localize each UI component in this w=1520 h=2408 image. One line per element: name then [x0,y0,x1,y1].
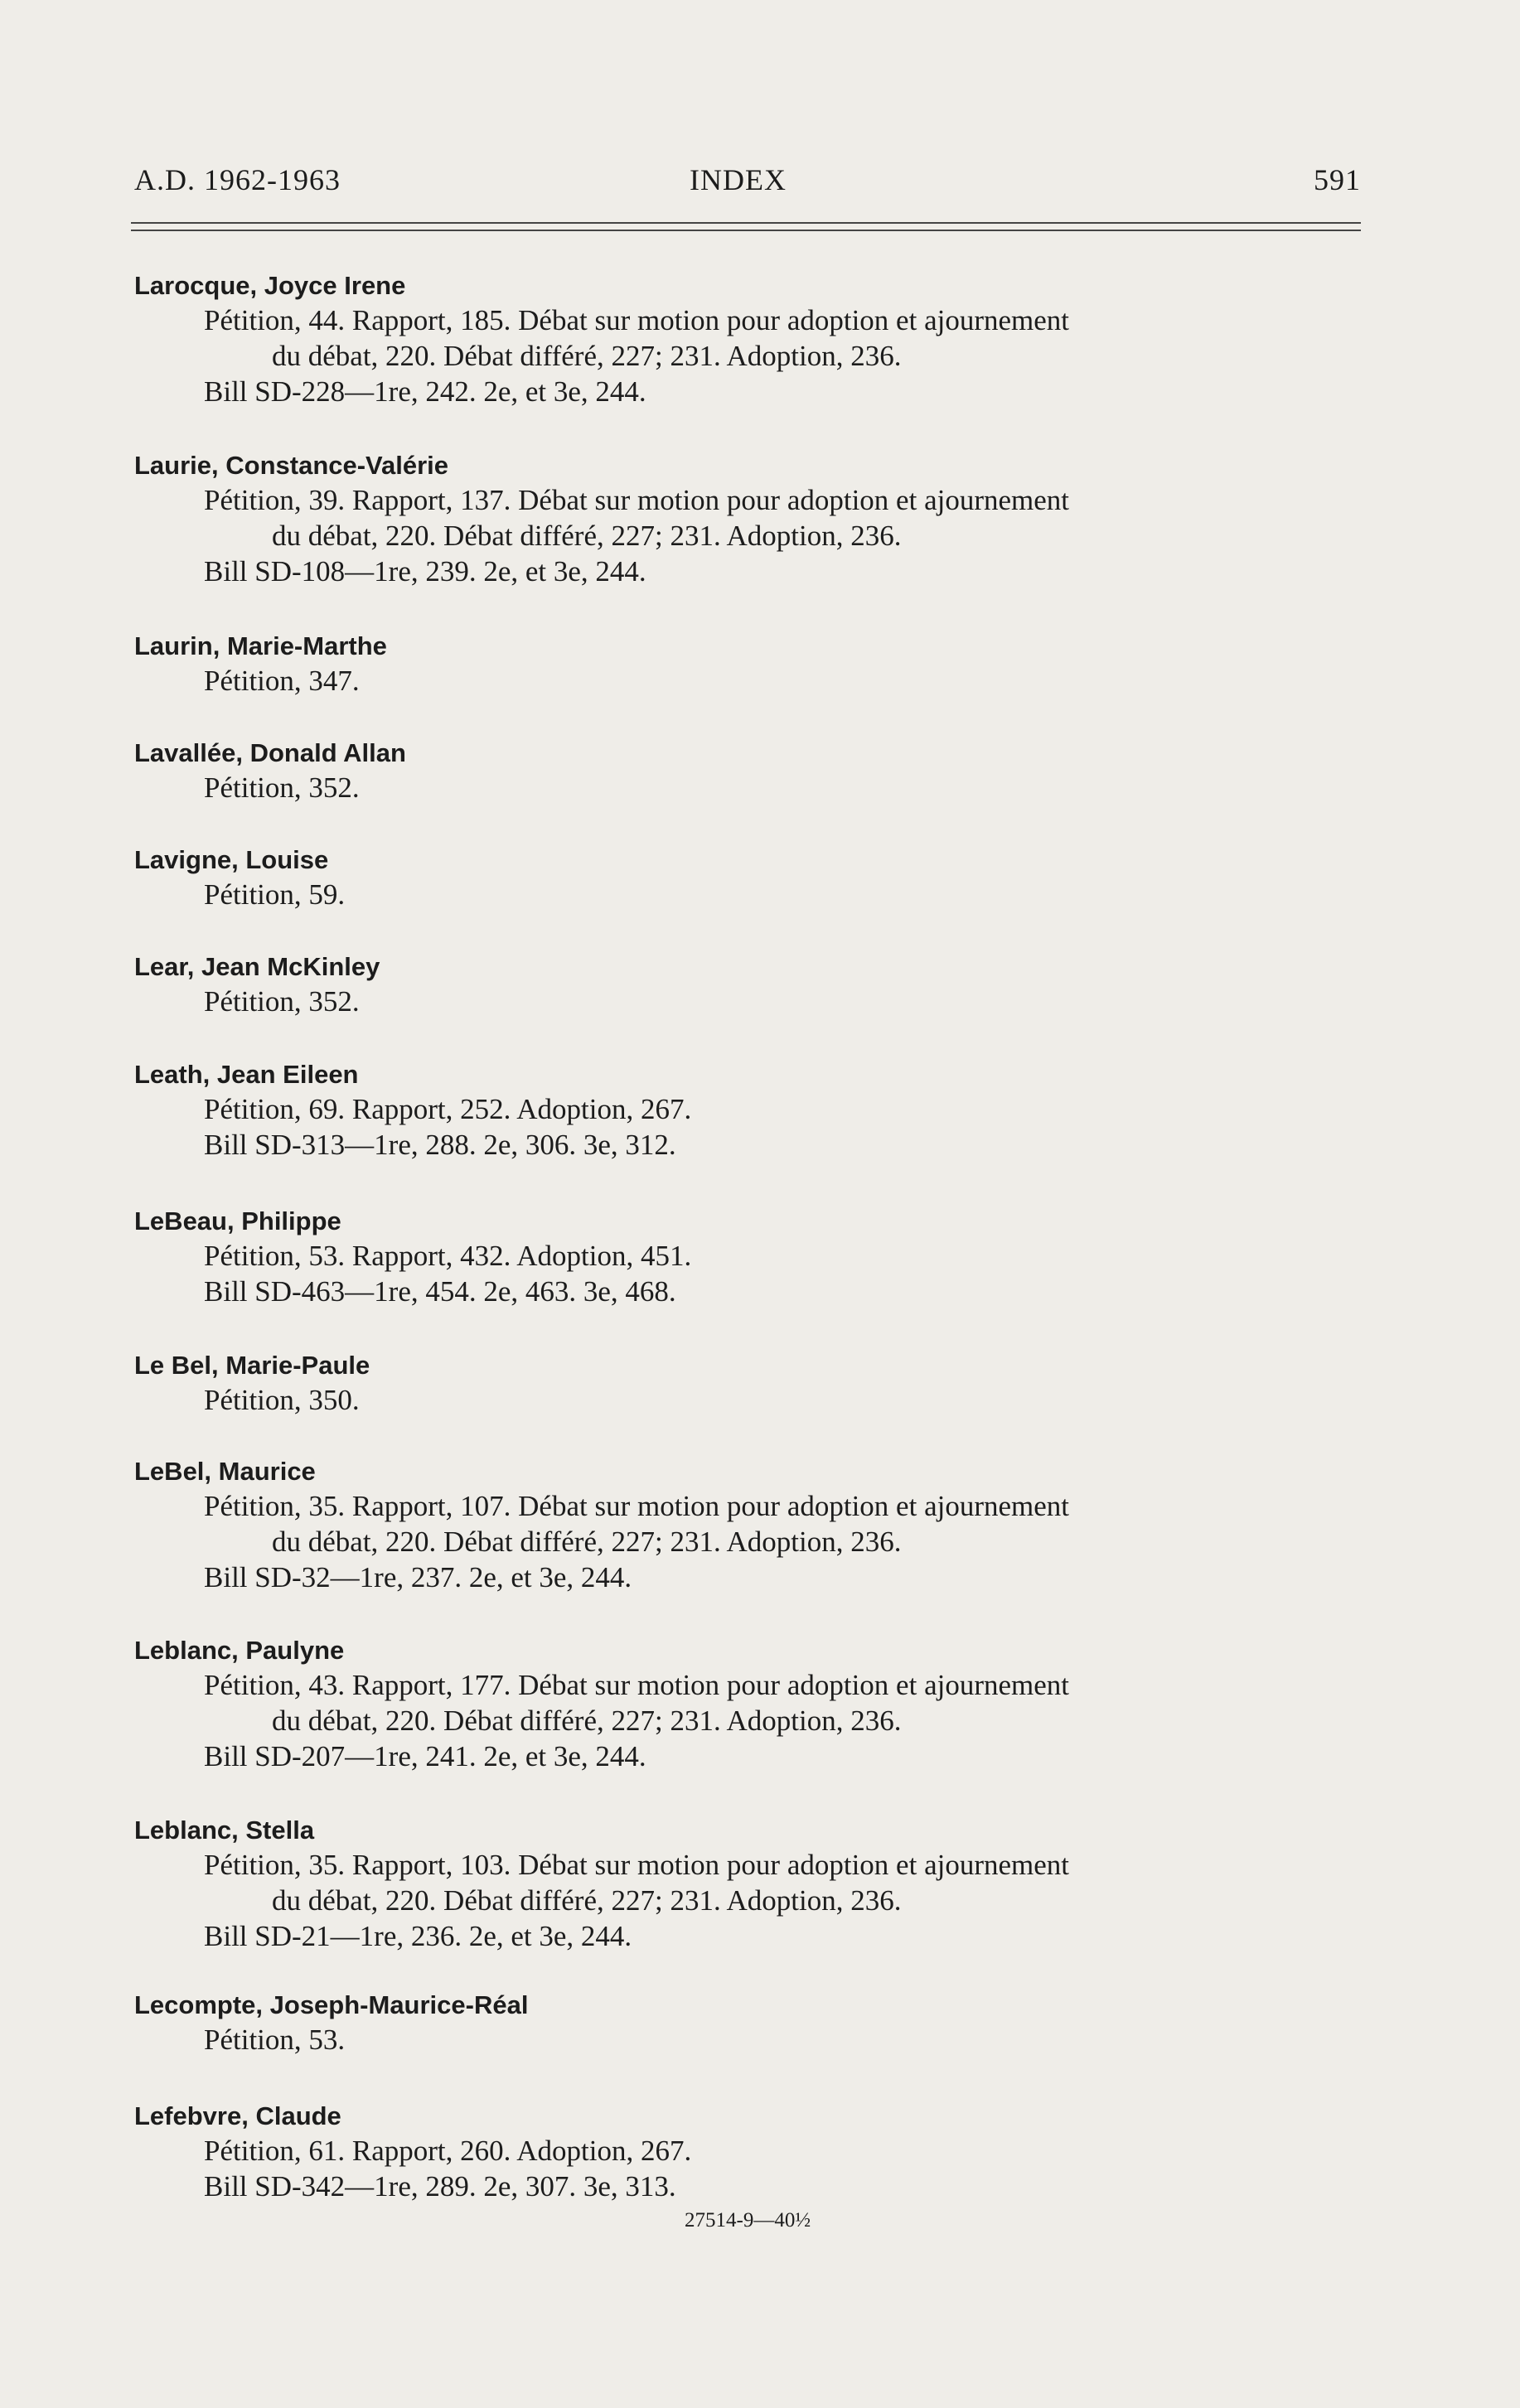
entry-line: Pétition, 350. [204,1384,360,1416]
entry-name: Larocque, Joyce Irene [134,271,406,300]
entry-line: Bill SD-32—1re, 237. 2e, et 3e, 244. [204,1561,632,1593]
entry-line: Pétition, 35. Rapport, 103. Débat sur motion pour adoption et ajournement [204,1849,1070,1881]
entry-line: Pétition, 53. [204,2024,346,2056]
entry-line: Pétition, 69. Rapport, 252. Adoption, 267. [204,1093,692,1125]
entry-line: Bill SD-342—1re, 289. 2e, 307. 3e, 313. [204,2170,676,2202]
entry-name: Leath, Jean Eileen [134,1060,359,1089]
entry-line: Bill SD-108—1re, 239. 2e, et 3e, 244. [204,555,646,587]
entry-line: Pétition, 35. Rapport, 107. Débat sur motion pour adoption et ajournement [204,1490,1070,1522]
entry-line: du débat, 220. Débat différé, 227; 231. Adoption, 236. [272,520,902,552]
header-rule-top [131,222,1361,224]
entry-name: Lavallée, Donald Allan [134,738,406,767]
index-entry [134,269,1377,409]
header-title: INDEX [690,163,787,196]
entry-line: du débat, 220. Débat différé, 227; 231. Adoption, 236. [272,1884,902,1917]
entry-name: LeBeau, Philippe [134,1206,341,1235]
entry-line: Bill SD-21—1re, 236. 2e, et 3e, 244. [204,1920,632,1952]
header-year-range: A.D. 1962-1963 [134,163,341,196]
entry-line: Pétition, 61. Rapport, 260. Adoption, 267. [204,2135,692,2167]
index-entry [134,844,1377,912]
index-entry [134,1989,1377,2057]
index-entry [134,1634,1377,1774]
entry-line: Bill SD-228—1re, 242. 2e, et 3e, 244. [204,375,646,408]
entry-line: Pétition, 347. [204,665,360,697]
entry-name: Lear, Jean McKinley [134,952,380,981]
entry-name: LeBel, Maurice [134,1457,316,1486]
entry-name: Leblanc, Paulyne [134,1636,345,1665]
index-entry [134,1814,1377,1954]
running-header [134,162,1361,204]
entry-name: Le Bel, Marie-Paule [134,1351,370,1380]
entry-line: Pétition, 39. Rapport, 137. Débat sur motion pour adoption et ajournement [204,484,1070,516]
entry-name: Lavigne, Louise [134,845,329,874]
entry-line: Pétition, 352. [204,985,360,1018]
page-number: 591 [1314,163,1361,196]
entry-line: du débat, 220. Débat différé, 227; 231. Adoption, 236. [272,1704,902,1737]
entry-name: Laurie, Constance-Valérie [134,451,449,480]
entry-name: Laurin, Marie-Marthe [134,631,387,660]
index-entry [134,630,1377,699]
entry-line: Bill SD-463—1re, 454. 2e, 463. 3e, 468. [204,1275,676,1308]
index-entry [134,950,1377,1019]
header-rule-bottom [131,230,1361,231]
index-entry [134,737,1377,805]
entry-line: du débat, 220. Débat différé, 227; 231. Adoption, 236. [272,340,902,372]
entry-name: Leblanc, Stella [134,1816,315,1845]
entry-line: Pétition, 43. Rapport, 177. Débat sur motion pour adoption et ajournement [204,1669,1070,1701]
entry-line: Bill SD-207—1re, 241. 2e, et 3e, 244. [204,1740,646,1772]
index-entry [134,1455,1377,1595]
entry-name: Lefebvre, Claude [134,2101,341,2130]
entry-line: Pétition, 53. Rapport, 432. Adoption, 451. [204,1240,692,1272]
index-entry [134,2100,1377,2204]
entry-line: Pétition, 44. Rapport, 185. Débat sur motion pour adoption et ajournement [204,304,1070,336]
entry-line: Pétition, 352. [204,771,360,804]
index-entry [134,1205,1377,1309]
entry-line: Pétition, 59. [204,878,346,911]
index-entry [134,1349,1377,1418]
entry-line: du débat, 220. Débat différé, 227; 231. Adoption, 236. [272,1526,902,1558]
printer-signature-mark: 27514-9—40½ [685,2209,811,2232]
index-entry [134,1058,1377,1163]
index-entry [134,449,1377,589]
entry-name: Lecompte, Joseph-Maurice-Réal [134,1990,529,2019]
entry-line: Bill SD-313—1re, 288. 2e, 306. 3e, 312. [204,1129,676,1161]
